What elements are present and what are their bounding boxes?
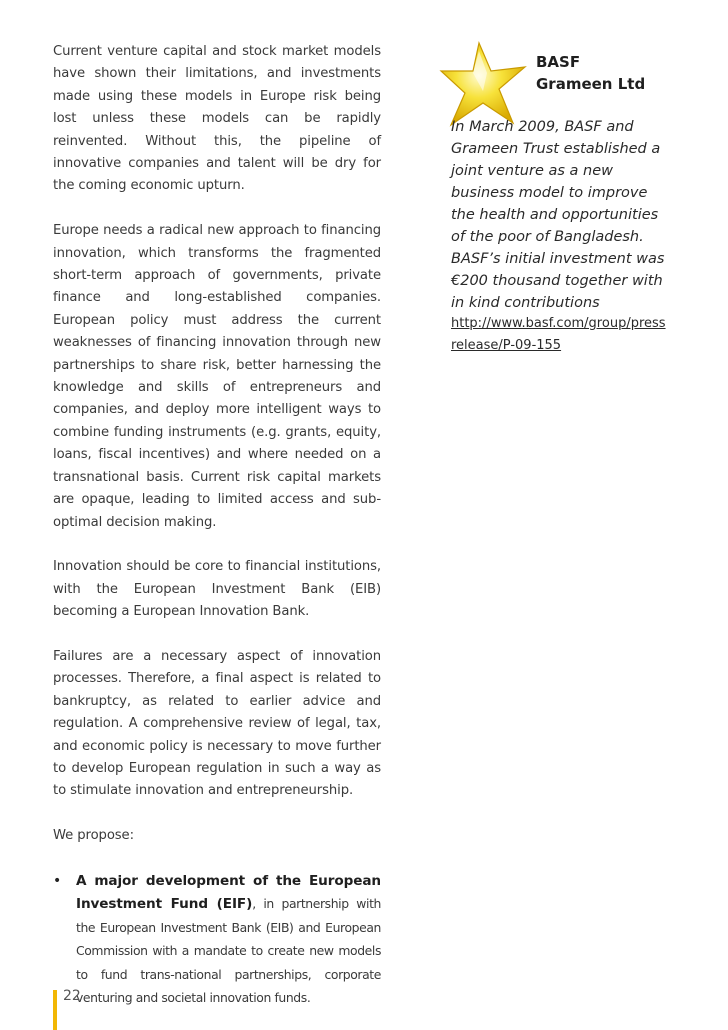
press-release-link[interactable]: http://www.basf.com/group/pressrelease/P-09-155 <box>451 316 666 353</box>
proposal-list <box>53 870 381 1010</box>
bullet-body-text: , in partnership with the European Investment Bank (EIB) and European Commission with a mandate to create new models to fund trans-national partnerships, corporate venturing and societal innovation funds. <box>76 896 381 1005</box>
paragraph-we-propose: We propose: <box>53 828 134 844</box>
sidebox-body: In March 2009, BASF and Grameen Trust established a joint venture as a new business model to improve the health and opportunities of the poor of Bangladesh. BASF’s initial investment was €200 thousand together with in kind contributions <box>451 119 665 311</box>
page-number-accent-bar <box>53 990 57 1030</box>
main-text-column <box>53 41 381 1010</box>
paragraph-eib: Innovation should be core to financial institutions, with the European Investment Bank (EIB) becoming a European Innovation Bank. <box>53 559 381 620</box>
list-item <box>53 870 381 1010</box>
bullet-lead-text: A major development of the European Investment Fund (EIF) <box>76 872 381 913</box>
paragraph-new-approach: Europe needs a radical new approach to financing innovation, which transforms the fragmented short-term approach of governments, private finance and long-established companies. European policy must address the current weaknesses of financing innovation through new partnerships to share risk, better harnessing the knowledge and skills of entrepreneurs and companies, and deploy more intelligent ways to combine funding instruments (e.g. grants, equity, loans, fiscal incentives) and where needed on a transnational basis. Current risk capital markets are opaque, leading to limited access and sub-optimal decision making. <box>53 223 381 530</box>
sidebox-title-line2: Grameen Ltd <box>536 75 646 93</box>
sidebox-title-line1: BASF <box>536 53 581 71</box>
paragraph-failures: Failures are a necessary aspect of innovation processes. Therefore, a final aspect is related to bankruptcy, as related to earlier advice and regulation. A comprehensive review of legal, tax, and economic policy is necessary to move further to develop European regulation in such a way as to stimulate innovation and entrepreneurship. <box>53 648 381 799</box>
sidebox-title <box>536 51 666 95</box>
paragraph-vc-models: Current venture capital and stock market models have shown their limitations, and investments made using these models in Europe risk being lost unless these models can be rapidly reinvented. Without this, the pipeline of innovative companies and talent will be dry for the coming economic upturn. <box>53 44 381 194</box>
page-number: 22 <box>63 988 81 1004</box>
bullet-icon: • <box>53 872 62 889</box>
